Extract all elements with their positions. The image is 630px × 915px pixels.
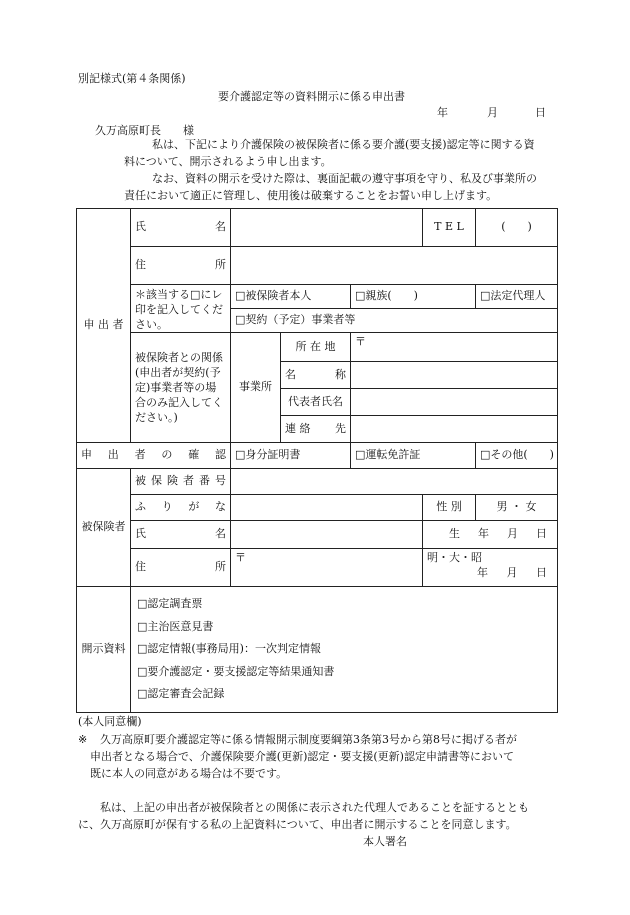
office-contact-field[interactable] [351, 416, 558, 443]
note-mark: ※ [78, 733, 88, 746]
insured-name-label: 氏 名 [131, 521, 231, 549]
applicant-address-field[interactable] [231, 247, 558, 285]
era-day-label: 日 [536, 565, 547, 579]
relation-instruction: ＊該当する□にレ印を記入してください。 [131, 285, 231, 333]
birth-day-label: 日 [536, 527, 547, 541]
note-line-1: 久万高原町要介護認定等に係る情報開示制度要綱第3条第3号から第8号に掲げる者が [100, 733, 517, 746]
era-date-field[interactable] [423, 549, 558, 587]
intro-line-3: なお、資料の開示を受けた際は、裏面記載の遵守事項を守り、私及び事業所の [152, 172, 537, 185]
application-form-table [76, 208, 558, 713]
checkbox-other-id[interactable]: □その他( ) [476, 443, 558, 469]
era-year-label: 年 [477, 565, 488, 579]
signature-label: 本人署名 [363, 835, 407, 848]
checkbox-contractor[interactable]: □契約（予定）事業者等 [231, 309, 558, 333]
insured-number-field[interactable] [231, 469, 558, 495]
checkbox-driver-license[interactable]: □運転免許証 [351, 443, 476, 469]
consent-heading: (本人同意欄) [78, 715, 142, 728]
era-month-label: 月 [506, 565, 518, 579]
checkbox-insured-self[interactable]: □被保険者本人 [231, 285, 351, 309]
office-name-field[interactable] [351, 362, 558, 389]
applicant-name-label: 氏 名 [131, 209, 231, 247]
insured-address-label: 住 所 [131, 549, 231, 587]
date-year-label: 年 [437, 106, 448, 119]
birth-label: 生 [449, 527, 460, 541]
form-number: 別記様式(第４条関係) [78, 72, 186, 85]
applicant-name-field[interactable] [231, 209, 423, 247]
checkbox-legal-agent[interactable]: □法定代理人 [476, 285, 558, 309]
tel-field[interactable]: ( ) [476, 209, 558, 247]
insured-number-label: 被 保 険 者 番 号 [131, 469, 231, 495]
relation-note: 被保険者との関係(申出者が契約(予定)事業者等の場合のみ記入してください。) [131, 333, 231, 443]
applicant-address-label: 住 所 [131, 247, 231, 285]
checkbox-relative[interactable]: □親族( ) [351, 285, 476, 309]
era-options: 明・大・昭 [427, 551, 482, 564]
addressee: 久万高原町長 様 [95, 124, 194, 137]
disclosure-item-survey[interactable]: □認定調査票 [137, 597, 203, 610]
birth-year-label: 年 [478, 527, 489, 541]
note-line-2: 申出者となる場合で、介護保険要介護(更新)認定・要支援(更新)認定申請書等において [90, 750, 514, 763]
office-postal-mark: 〒 [355, 335, 366, 348]
office-location-field[interactable] [351, 333, 558, 362]
furigana-field[interactable] [231, 495, 423, 521]
gender-label: 性 別 [423, 495, 476, 521]
insured-postal-mark: 〒 [235, 551, 246, 564]
insured-section-label: 被保険者 [77, 469, 131, 587]
insured-name-field[interactable] [231, 521, 423, 549]
note-line-3: 既に本人の同意がある場合は不要です。 [90, 767, 288, 780]
checkbox-id-card[interactable]: □身分証明書 [231, 443, 351, 469]
birth-month-label: 月 [507, 527, 518, 541]
disclosure-item-primary-judgment[interactable]: □認定情報(事務局用)：一次判定情報 [137, 642, 321, 655]
page-title: 要介護認定等の資料開示に係る申出書 [218, 90, 405, 103]
date-day-label: 日 [535, 106, 546, 119]
disclosure-label: 開示資料 [77, 587, 131, 713]
disclosure-list [131, 587, 558, 713]
office-rep-field[interactable] [351, 389, 558, 416]
disclosure-item-review-record[interactable]: □認定審査会記録 [137, 687, 225, 700]
date-month-label: 月 [487, 106, 498, 119]
applicant-section-label: 申 出 者 [77, 209, 131, 443]
confirm-label: 申 出 者 の 確 認 [77, 443, 231, 469]
disclosure-item-result-notice[interactable]: □要介護認定・要支援認定等結果通知書 [137, 664, 335, 678]
consent-statement-2: に、久万高原町が保有する私の上記資料について、申出者に開示することを同意します。 [78, 818, 517, 831]
tel-label: T E L [423, 209, 476, 247]
disclosure-item-doctor-opinion[interactable]: □主治医意見書 [137, 619, 214, 633]
office-rep-label: 代表者氏名 [281, 389, 351, 416]
office-location-label: 所 在 地 [281, 333, 351, 362]
office-name-label: 名 称 [281, 362, 351, 389]
intro-line-4: 責任において適正に管理し、使用後は破棄することをお誓い申し上げます。 [124, 189, 498, 202]
birth-date-field[interactable] [423, 521, 558, 549]
gender-field[interactable]: 男 ・ 女 [476, 495, 558, 521]
office-contact-label: 連 絡 先 [281, 416, 351, 443]
furigana-label: ふ り が な [131, 495, 231, 521]
intro-line-2: 料について、開示されるよう申し出ます。 [124, 155, 332, 168]
intro-line-1: 私は、下記により介護保険の被保険者に係る要介護(要支援)認定等に関する資 [152, 138, 535, 151]
insured-address-field[interactable] [231, 549, 423, 587]
office-label: 事業所 [231, 333, 281, 443]
consent-statement-1: 私は、上記の申出者が被保険者との関係に表示された代理人であることを証するととも [100, 801, 529, 814]
